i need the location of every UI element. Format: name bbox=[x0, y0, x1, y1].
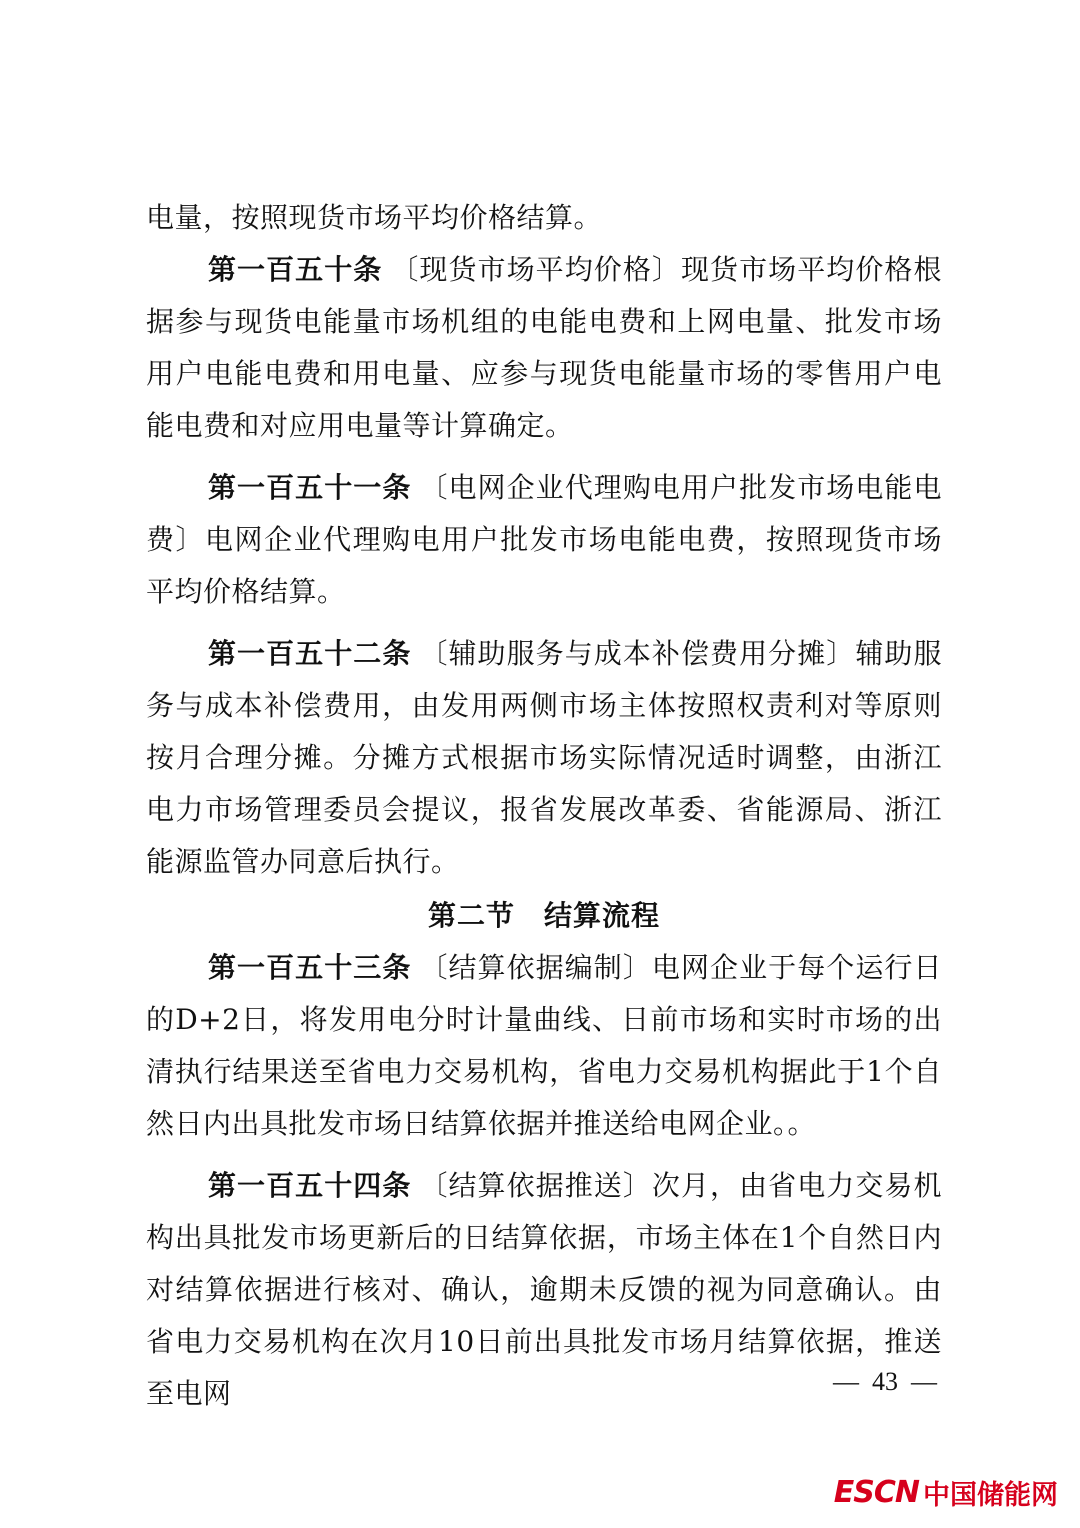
watermark-chinese: 中国储能网 bbox=[923, 1479, 1058, 1511]
watermark-latin: ESCN bbox=[833, 1474, 919, 1510]
article-number: 第一百五十二条 bbox=[208, 637, 412, 670]
article-number: 第一百五十一条 bbox=[208, 471, 412, 504]
article-text: 〔结算依据推送〕次月，由省电力交易机构出具批发市场更新后的日结算依据，市场主体在1个自然日内对结算依据进行核对、确认，逾期未反馈的视为同意确认。由省电力交易机构在次月10日前出具批发市场月结算依据，推送至电网 bbox=[146, 1169, 942, 1410]
article-151 bbox=[146, 462, 942, 618]
article-153 bbox=[146, 942, 942, 1150]
article-text: 〔电网企业代理购电用户批发市场电能电费〕电网企业代理购电用户批发市场电能电费，按照现货市场平均价格结算。 bbox=[146, 471, 942, 608]
article-text: 〔结算依据编制〕电网企业于每个运行日的D+2日，将发用电分时计量曲线、日前市场和实时市场的出清执行结果送至省电力交易机构，省电力交易机构据此于1个自然日内出具批发市场日结算依据并推送给电网企业。。 bbox=[146, 951, 942, 1140]
article-number: 第一百五十条 bbox=[208, 253, 383, 286]
article-text: 〔辅助服务与成本补偿费用分摊〕辅助服务与成本补偿费用，由发用两侧市场主体按照权责利对等原则按月合理分摊。分摊方式根据市场实际情况适时调整，由浙江电力市场管理委员会提议，报省发展改革委、省能源局、浙江能源监管办同意后执行。 bbox=[146, 637, 942, 878]
paragraph-continuation bbox=[146, 192, 942, 244]
article-150 bbox=[146, 244, 942, 452]
article-number: 第一百五十四条 bbox=[208, 1169, 412, 1202]
paragraph-text: 电量，按照现货市场平均价格结算。 bbox=[146, 201, 603, 234]
article-text: 〔现货市场平均价格〕现货市场平均价格根据参与现货电能量市场机组的电能电费和上网电量、批发市场用户电能电费和用电量、应参与现货电能量市场的零售用户电能电费和对应用电量等计算确定。 bbox=[146, 253, 942, 442]
page-number: — 43 — bbox=[833, 1367, 937, 1396]
section-heading: 第二节 结算流程 bbox=[427, 899, 660, 932]
escn-watermark-logo bbox=[834, 1470, 1058, 1514]
article-number: 第一百五十三条 bbox=[208, 951, 412, 984]
body-text bbox=[146, 192, 942, 1420]
article-152 bbox=[146, 628, 942, 888]
